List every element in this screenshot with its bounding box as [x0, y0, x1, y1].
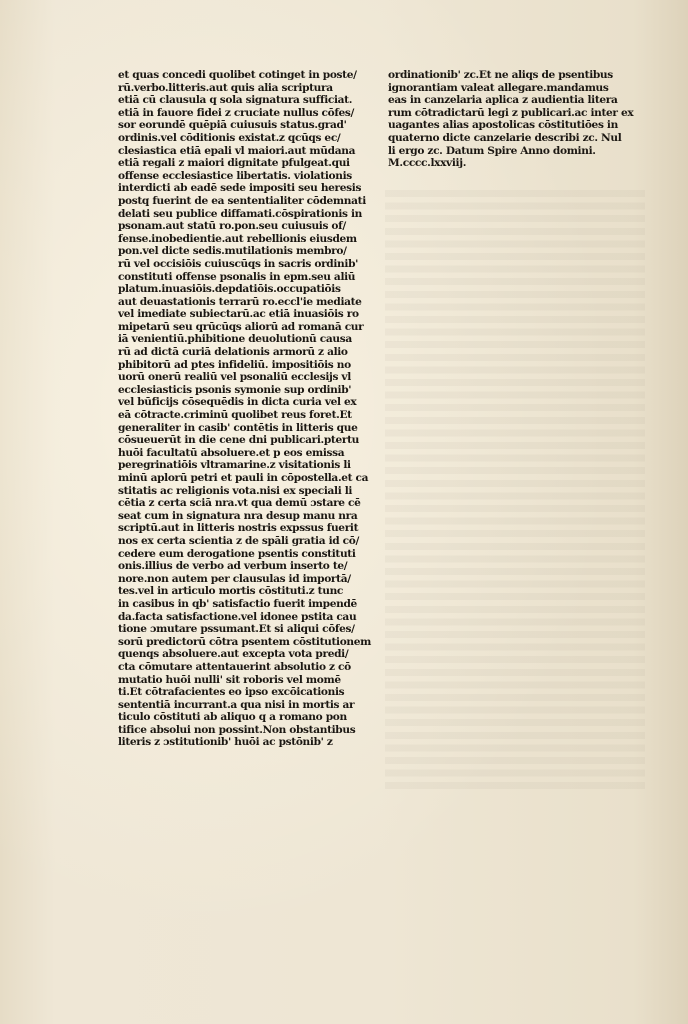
text-line: et quas concedi quolibet cotinget in poste/: [118, 69, 357, 81]
text-line: interdicti ab eadē sede impositi seu heresis: [118, 182, 362, 195]
text-line: minū aplorū petri et pauli in cōpostella.et ca: [118, 472, 369, 484]
text-line: pon.vel dicte sedis.mutilationis membro/: [118, 245, 347, 258]
left-text-column: [118, 69, 376, 749]
text-line: offense ecclesiastice libertatis. violationis: [118, 169, 352, 182]
ink-show-through: [385, 190, 645, 790]
right-text-column: [388, 69, 646, 170]
text-line: vel imediate subiectarū.ac etiā inuasiōis ro: [118, 308, 359, 321]
text-line: da.facta satisfactione.vel idonee pstita cau: [118, 610, 357, 623]
text-line: uorū onerū realiū vel psonaliū ecclesijs vl: [118, 371, 351, 384]
text-line: platum.inuasiōis.depdatiōis.occupatiōis: [118, 283, 341, 296]
text-line: eā cōtracte.criminū quolibet reus foret.Et: [118, 409, 352, 422]
text-line: huōi facultatū absoluere.et p eos emissa: [118, 446, 345, 459]
text-line: uagantes alias apostolicas cōstitutiōes in: [388, 119, 618, 132]
text-line: aut deuastationis terrarū ro.eccl'ie mediate: [118, 295, 362, 308]
text-line: li ergo zc. Datum Spire Anno domini.: [388, 144, 596, 157]
text-line: cedere eum derogatione psentis constituti: [118, 547, 356, 560]
text-line: rū.verbo.litteris.aut quis alia scriptura: [118, 81, 333, 94]
text-line: fense.inobedientie.aut rebellionis eiusdem: [118, 232, 357, 245]
text-line: cōsueuerūt in die cene dni publicari.ptertu: [118, 434, 359, 447]
text-line: rū vel occisiōis cuiuscūqs in sacris ordinib': [118, 257, 359, 270]
text-line: ti.Et cōtrafacientes eo ipso excōicationis: [118, 686, 345, 699]
text-line: seat cum in signatura nra desup manu nra: [118, 509, 358, 522]
text-line: tione ɔmutare pssumant.Et si aliqui cōfes/: [118, 623, 355, 636]
text-line: sor eorundē quēpiā cuiusuis status.grad': [118, 119, 347, 132]
text-line: cta cōmutare attentauerint absolutio z cō: [118, 660, 351, 673]
text-line: postq fuerint de ea sententialiter cōdemnati: [118, 194, 366, 207]
text-line: constituti offense psonalis in epm.seu aliū: [118, 270, 356, 283]
text-line: ordinationib' zc.Et ne aliqs de psentibus: [388, 69, 613, 81]
text-line: sorū predictorū cōtra psentem cōstitutionem: [118, 635, 372, 648]
text-line: stitatis ac religionis vota.nisi ex speciali li: [118, 484, 353, 497]
text-line: sententiā incurrant.a qua nisi in mortis ar: [118, 698, 355, 711]
text-line: quenqs absoluere.aut excepta vota predi/: [118, 648, 349, 661]
text-line: in casibus in qb' satisfactio fuerit impendē: [118, 597, 357, 610]
text-line: etiā cū clausula q sola signatura sufficiat.: [118, 94, 353, 107]
text-line: mutatio huōi nulli' sit roboris vel momē: [118, 673, 341, 686]
text-line: tifice absolui non possint.Non obstantibus: [118, 723, 356, 736]
text-line: ignorantiam valeat allegare.mandamus: [388, 81, 609, 94]
text-line: ordinis.vel cōditionis existat.z qcūqs ec/: [118, 131, 341, 144]
text-line: delati seu publice diffamati.cōspirationis in: [118, 207, 362, 220]
text-line: M.cccc.lxxviij.: [388, 157, 467, 170]
text-line: phibitorū ad ptes infideliū. impositiōis no: [118, 358, 351, 371]
text-line: peregrinatiōis vltramarine.z visitationis li: [118, 459, 351, 472]
text-line: rū ad dictā curiā delationis armorū z alio: [118, 346, 348, 359]
text-line: iā venientiū.phibitione deuolutionū causa: [118, 333, 352, 346]
text-line: ecclesiasticis psonis symonie sup ordinib': [118, 383, 352, 396]
text-line: eas in canzelaria aplica z audientia litera: [388, 94, 618, 107]
text-line: scriptū.aut in litteris nostris expssus fuerit: [118, 522, 359, 535]
text-line: etiā in fauore fidei z cruciate nullus cōfes/: [118, 106, 355, 119]
text-line: psonam.aut statū ro.pon.seu cuiusuis of/: [118, 220, 346, 233]
text-line: nore.non autem per clausulas id importā/: [118, 572, 351, 585]
text-line: ticulo cōstituti ab aliquo q a romano pon: [118, 711, 347, 724]
text-line: nos ex certa scientia z de spāli gratia id cō/: [118, 534, 359, 547]
text-line: rum cōtradictarū legi z publicari.ac inter ex: [388, 106, 634, 119]
text-line: mipetarū seu qrūcūqs aliorū ad romanā cur: [118, 320, 364, 333]
text-line: literis z ɔstitutionib' huōi ac pstōnib' z: [118, 736, 333, 749]
text-line: quaterno dicte canzelarie describi zc. Nul: [388, 131, 622, 144]
text-line: onis.illius de verbo ad verbum inserto te/: [118, 560, 348, 573]
text-line: tes.vel in articulo mortis cōstituti.z tunc: [118, 585, 344, 598]
text-line: etiā regali z maiori dignitate pfulgeat.qui: [118, 157, 350, 170]
text-line: vel būficijs cōsequēdis in dicta curia vel ex: [118, 396, 357, 409]
text-line: generaliter in casib' contētis in litteris que: [118, 421, 358, 434]
text-line: cētia z certa sciā nra.vt qua demū ɔstare cē: [118, 497, 361, 510]
text-line: clesiastica etiā epali vl maiori.aut mūdana: [118, 144, 356, 157]
